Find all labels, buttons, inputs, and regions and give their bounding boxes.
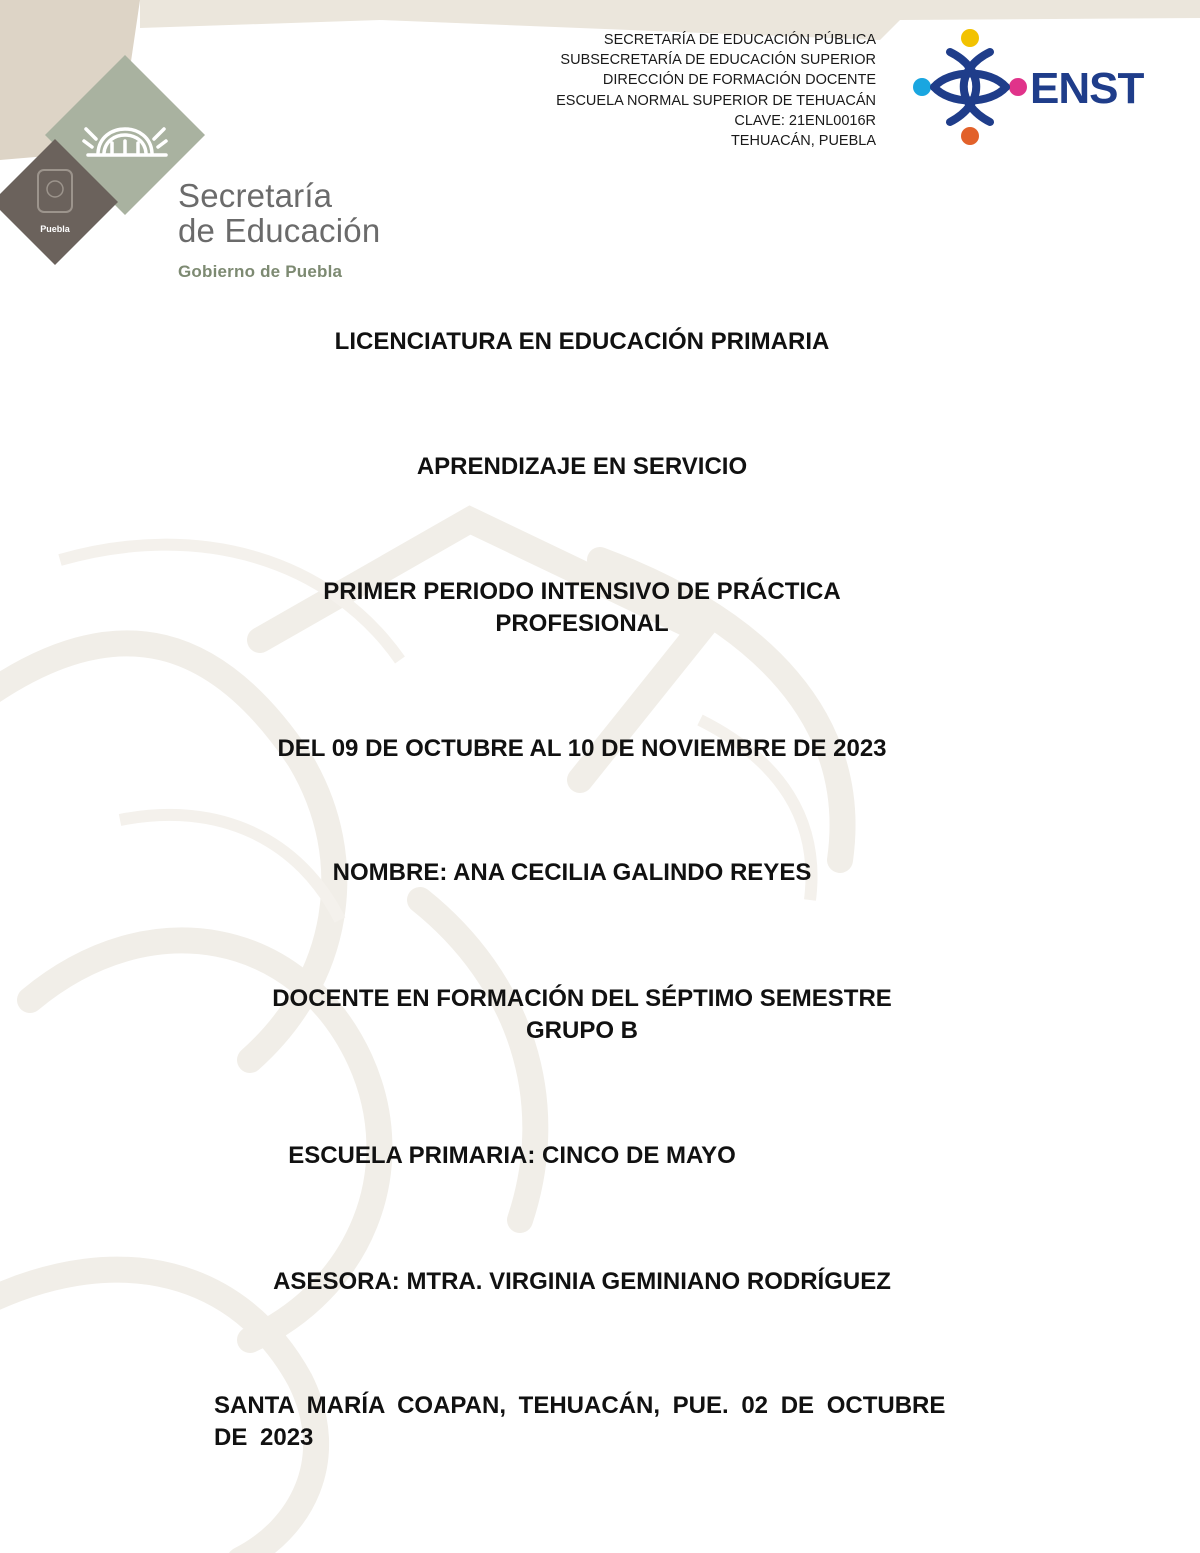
role-line1: DOCENTE EN FORMACIÓN DEL SÉPTIMO SEMESTRE [272,985,892,1012]
student-name: NOMBRE: ANA CECILIA GALINDO REYES [332,859,812,886]
header-line: ESCUELA NORMAL SUPERIOR DE TEHUACÁN [556,92,876,109]
sep-title-line2: de Educación [178,212,381,249]
period-line2: PROFESIONAL [495,610,669,637]
place-and-date: SANTA MARÍA COAPAN, TEHUACÁN, PUE. 02 DE OCTUBRE DE 2023 [214,1392,946,1451]
header-line: SECRETARÍA DE EDUCACIÓN PÚBLICA [603,32,876,48]
header-line: TEHUACÁN, PUEBLA [730,133,876,150]
sep-logo-text [178,178,380,282]
course-title: APRENDIZAJE EN SERVICIO [416,453,748,480]
enst-logo-icon [910,24,1030,149]
sep-subtitle: Gobierno de Puebla [178,262,343,281]
header-line: CLAVE: 21ENL0016R [734,112,876,129]
period-line1: PRIMER PERIODO INTENSIVO DE PRÁCTICA [323,578,841,605]
header-line: DIRECCIÓN DE FORMACIÓN DOCENTE [602,72,876,89]
dates-text: DEL 09 DE OCTUBRE AL 10 DE NOVIEMBRE DE 2023 [277,735,887,762]
enst-logo-text: ENST [1030,64,1144,113]
seal-label: Puebla [40,224,70,234]
student-role [200,983,964,1047]
period-title [200,576,964,640]
institution-header [456,30,876,151]
advisor-name: ASESORA: MTRA. VIRGINIA GEMINIANO RODRÍGUEZ [273,1268,891,1295]
sep-title-line1: Secretaría [178,177,333,214]
school-name: ESCUELA PRIMARIA: CINCO DE MAYO [288,1142,736,1169]
header-line: SUBSECRETARÍA DE EDUCACIÓN SUPERIOR [560,52,876,69]
degree-title: LICENCIATURA EN EDUCACIÓN PRIMARIA [334,328,830,355]
role-line2: GRUPO B [525,1017,638,1044]
